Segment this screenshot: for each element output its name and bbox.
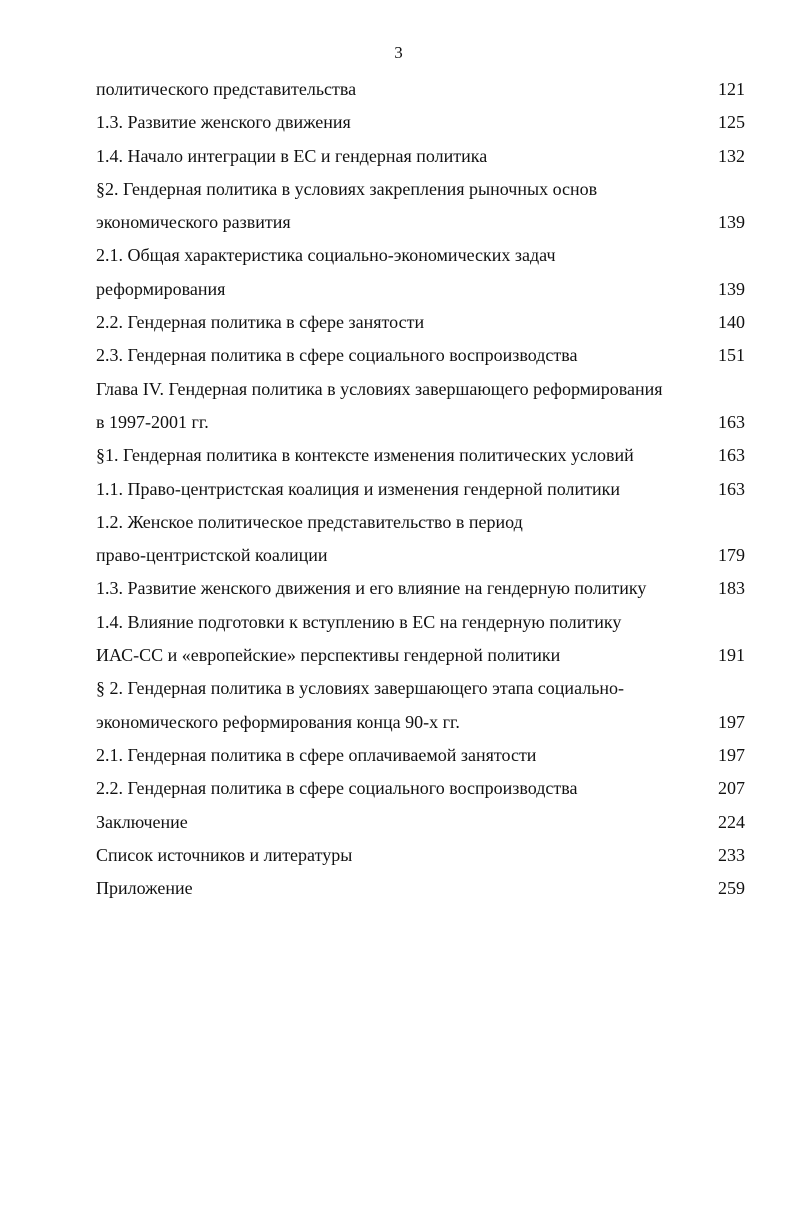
toc-entry-text: 2.2. Гендерная политика в сфере социального воспроизводства xyxy=(96,778,578,799)
toc-page-number: 139 xyxy=(718,278,745,299)
toc-page-number: 121 xyxy=(718,79,745,99)
toc-entry-text: § 2. Гендерная политика в условиях завершающего этапа социально- xyxy=(96,678,625,699)
toc-line xyxy=(0,239,797,272)
toc-entry-text: Список источников и литературы xyxy=(96,844,353,865)
toc-line xyxy=(0,140,797,173)
toc-page-number: 139 xyxy=(718,212,745,233)
toc-page-number: 132 xyxy=(718,145,745,166)
toc-line xyxy=(0,306,797,339)
table-of-contents xyxy=(0,73,797,905)
toc-page-number: 179 xyxy=(718,545,745,566)
toc-entry-text: в 1997-2001 гг. xyxy=(96,411,209,432)
toc-entry-text: реформирования xyxy=(96,278,226,299)
toc-line xyxy=(0,206,797,239)
toc-line xyxy=(0,339,797,372)
toc-line xyxy=(0,639,797,672)
toc-page-number: 259 xyxy=(718,878,745,899)
toc-line xyxy=(0,872,797,905)
toc-line xyxy=(0,672,797,705)
toc-entry-text: 2.3. Гендерная политика в сфере социального воспроизводства xyxy=(96,345,578,366)
toc-entry-text: 1.1. Право-центристская коалиция и изменения гендерной политики xyxy=(96,478,621,499)
toc-entry-text: 1.3. Развитие женского движения и его влияние на гендерную политику xyxy=(96,578,647,599)
toc-line xyxy=(0,406,797,439)
page-number: 3 xyxy=(394,43,403,62)
toc-line xyxy=(0,806,797,839)
toc-entry-text: 2.2. Гендерная политика в сфере занятости xyxy=(96,312,425,333)
toc-page-number: 151 xyxy=(718,345,745,366)
toc-line xyxy=(0,373,797,406)
toc-entry-text: §1. Гендерная политика в контексте изменения политических условий xyxy=(96,445,634,466)
toc-entry-text: 2.1. Гендерная политика в сфере оплачиваемой занятости xyxy=(96,744,537,765)
toc-entry-text: ИАС-СС и «европейские» перспективы гендерной политики xyxy=(96,645,561,666)
toc-line xyxy=(0,173,797,206)
toc-line xyxy=(0,106,797,139)
toc-entry-text: §2. Гендерная политика в условиях закрепления рыночных основ xyxy=(96,178,598,199)
toc-line xyxy=(0,273,797,306)
toc-page-number: 125 xyxy=(718,112,745,133)
toc-entry-text: экономического реформирования конца 90-х гг. xyxy=(96,711,460,732)
toc-page-number: 140 xyxy=(718,312,745,333)
toc-entry-text: 1.3. Развитие женского движения xyxy=(96,112,351,133)
toc-entry-text: 1.4. Начало интеграции в ЕС и гендерная политика xyxy=(96,145,488,166)
toc-line xyxy=(0,739,797,772)
toc-entry-text: политического представительства xyxy=(96,79,357,99)
toc-line xyxy=(0,439,797,472)
toc-line xyxy=(0,606,797,639)
toc-line xyxy=(0,772,797,805)
toc-page-number: 183 xyxy=(718,578,745,599)
toc-page-number: 233 xyxy=(718,844,745,865)
toc-page-number: 163 xyxy=(718,478,745,499)
toc-entry-text: 1.4. Влияние подготовки к вступлению в ЕС на гендерную политику xyxy=(96,611,622,632)
toc-entry-text: Приложение xyxy=(96,878,193,899)
toc-entry-text: 1.2. Женское политическое представительство в период xyxy=(96,511,523,532)
toc-page-number: 163 xyxy=(718,445,745,466)
toc-entry-text: Глава IV. Гендерная политика в условиях завершающего реформирования xyxy=(96,378,663,399)
toc-page-number: 163 xyxy=(718,411,745,432)
toc-page-number: 197 xyxy=(718,744,745,765)
toc-page-number: 197 xyxy=(718,711,745,732)
toc-entry-text: право-центристской коалиции xyxy=(96,545,328,566)
toc-entry-text: Заключение xyxy=(96,811,188,832)
toc-page-number: 207 xyxy=(718,778,745,799)
toc-line xyxy=(0,706,797,739)
toc-line xyxy=(0,73,797,106)
toc-entry-text: экономического развития xyxy=(96,212,291,233)
toc-entry-text: 2.1. Общая характеристика социально-экономических задач xyxy=(96,245,556,266)
toc-line xyxy=(0,539,797,572)
toc-page-number: 191 xyxy=(718,645,745,666)
toc-line xyxy=(0,473,797,506)
toc-line xyxy=(0,506,797,539)
toc-page-number: 224 xyxy=(718,811,745,832)
toc-line xyxy=(0,572,797,605)
toc-line xyxy=(0,839,797,872)
